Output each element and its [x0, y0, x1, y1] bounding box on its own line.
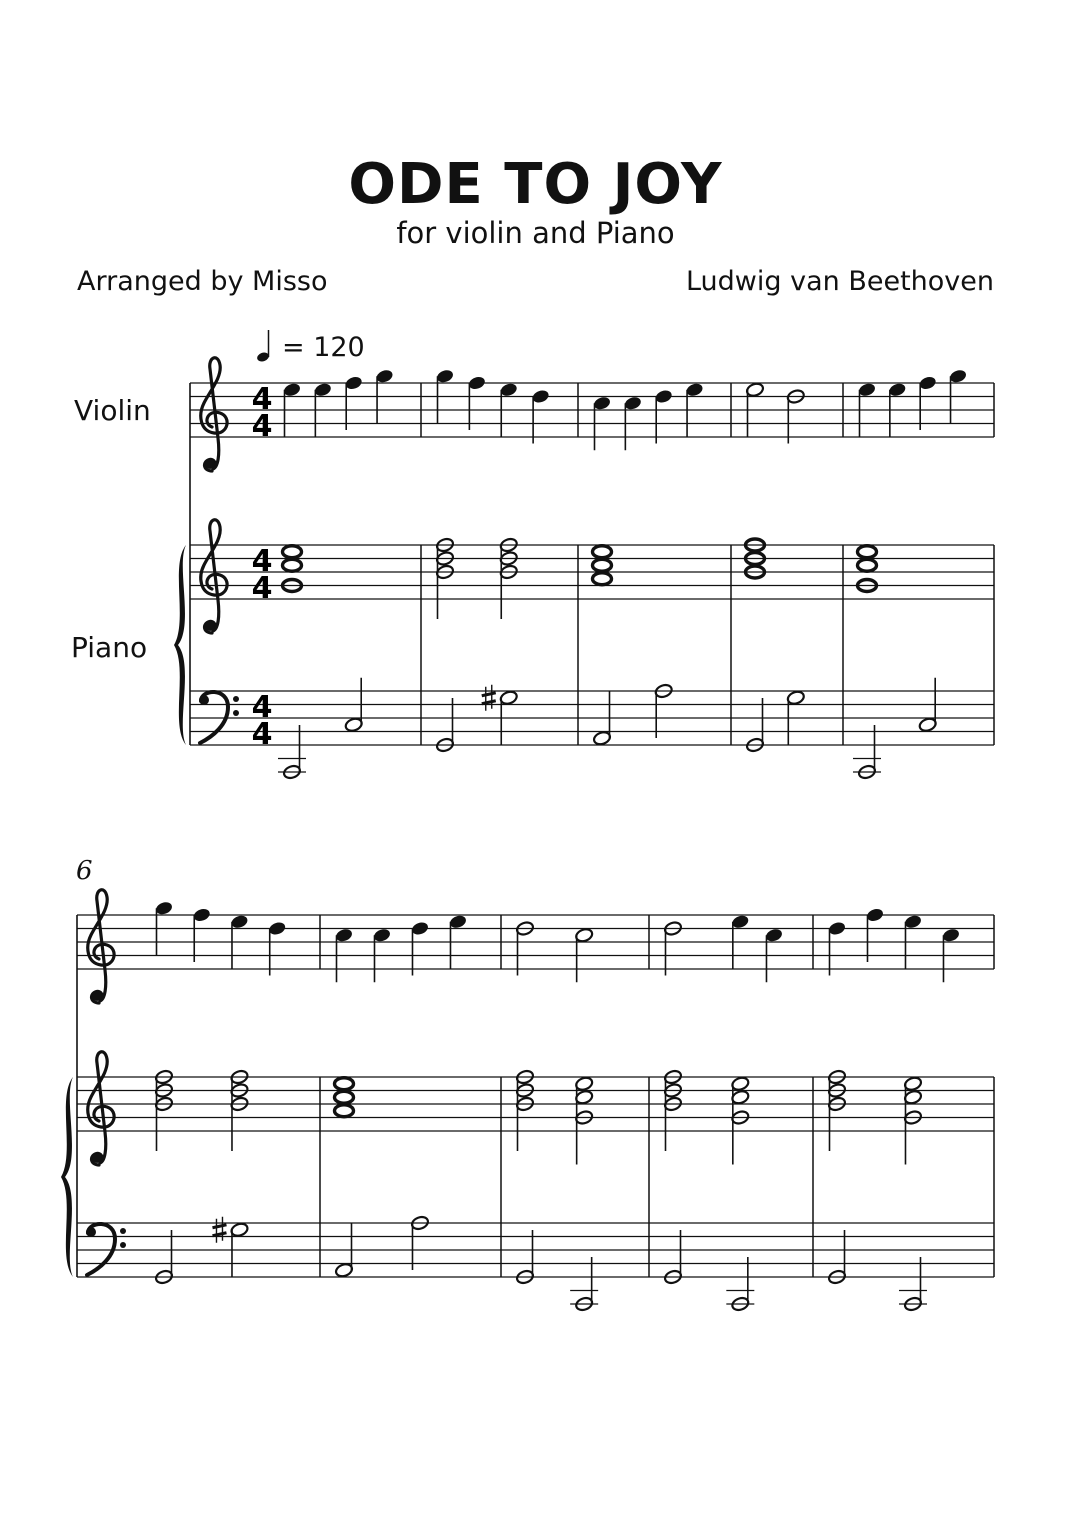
bass-clef-dot — [120, 1228, 126, 1234]
note-head-whole — [335, 1105, 354, 1117]
score-title: ODE TO JOY — [348, 152, 723, 217]
bass-clef-dot — [199, 695, 209, 705]
sharp-stroke — [212, 1233, 226, 1236]
piano-brace — [174, 545, 186, 745]
treble-clef-dot — [205, 459, 215, 469]
time-signature-bottom: 4 — [251, 571, 273, 606]
note-head-whole — [858, 546, 877, 558]
treble-clef-dot — [92, 1153, 102, 1163]
treble-clef-dot — [92, 991, 102, 1001]
note-head-whole — [593, 559, 612, 571]
instrument-label-piano: Piano — [71, 631, 148, 664]
time-signature-top: 4 — [251, 382, 273, 417]
composer-credit: Ludwig van Beethoven — [685, 266, 994, 297]
note-head-whole — [593, 573, 612, 585]
treble-clef-icon — [201, 520, 227, 633]
note-head-whole — [335, 1078, 354, 1090]
treble-clef-icon — [88, 1052, 114, 1165]
piano-brace — [61, 1077, 73, 1277]
sharp-icon — [212, 1217, 226, 1243]
time-signature-top: 4 — [251, 544, 273, 579]
treble-clef-icon — [88, 890, 114, 1003]
bass-clef-dot — [120, 1242, 126, 1248]
time-signature-bottom: 4 — [251, 409, 273, 444]
sharp-stroke — [482, 693, 496, 696]
note-head-whole — [858, 559, 877, 571]
bass-clef-dot — [86, 1227, 96, 1237]
score-subtitle: for violin and Piano — [396, 216, 675, 250]
sharp-stroke — [482, 701, 496, 704]
note-head-whole — [283, 546, 302, 558]
treble-clef-stroke — [88, 890, 114, 1003]
bass-clef-dot — [233, 696, 239, 702]
note-head-whole — [593, 546, 612, 558]
sharp-stroke — [212, 1225, 226, 1228]
treble-clef-stroke — [201, 520, 227, 633]
sharp-icon — [482, 685, 496, 711]
bass-clef-dot — [233, 710, 239, 716]
treble-clef-dot — [205, 621, 215, 631]
treble-clef-stroke — [88, 1052, 114, 1165]
instrument-label-violin: Violin — [74, 394, 151, 427]
note-head-whole — [335, 1091, 354, 1103]
measure-number: 6 — [76, 856, 93, 886]
tempo-marking: = 120 — [282, 332, 365, 363]
treble-clef-stroke — [201, 358, 227, 471]
time-signature-bottom: 4 — [251, 717, 273, 752]
treble-clef-icon — [201, 358, 227, 471]
note-head-whole — [283, 559, 302, 571]
time-signature-top: 4 — [251, 690, 273, 725]
arranger-credit: Arranged by Misso — [77, 266, 328, 297]
